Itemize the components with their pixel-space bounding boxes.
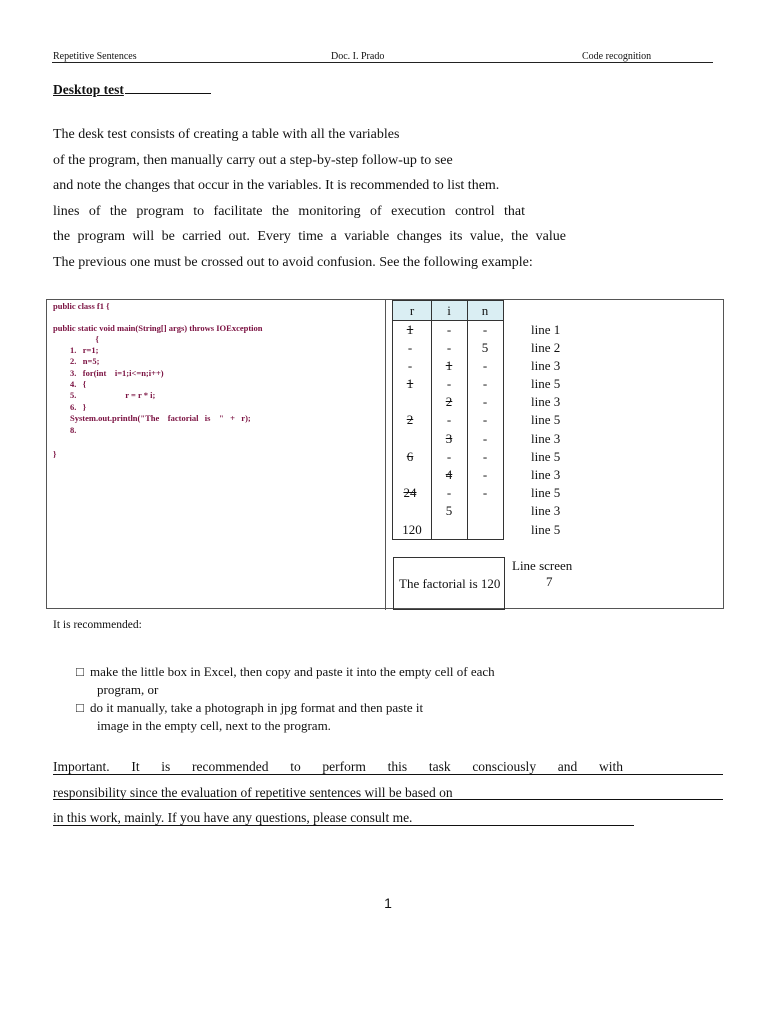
trace-col-divider-1 — [431, 300, 432, 540]
intro-line-5: the program will be carried out. Every time a variable changes its value, the value — [53, 229, 566, 244]
code-line: 2. n=5; — [53, 356, 100, 366]
header-rule — [52, 62, 713, 63]
trace-line-label: line 5 — [531, 522, 561, 537]
trace-cell-n: - — [482, 467, 488, 482]
code-line: System.out.println("The factorial is " + r); — [53, 413, 251, 423]
trace-cell-r: - — [407, 340, 413, 355]
trace-cell-r: 2 — [406, 412, 414, 427]
code-line: 5. r = r * i; — [53, 390, 156, 400]
header-center: Doc. I. Prado — [331, 51, 385, 62]
trace-cell-i: - — [446, 449, 452, 464]
trace-cell-i: - — [446, 376, 452, 391]
trace-cell-i: 3 — [445, 431, 453, 446]
trace-cell-n: - — [482, 431, 488, 446]
trace-cell-r: - — [407, 358, 413, 373]
important-underline-1 — [53, 774, 723, 775]
line-screen-number: 7 — [546, 574, 553, 589]
recommended-label: It is recommended: — [53, 619, 142, 631]
trace-line-label: line 5 — [531, 412, 561, 427]
trace-cell-i: - — [446, 340, 452, 355]
trace-line-label: line 3 — [531, 394, 561, 409]
trace-line-label: line 5 — [531, 485, 561, 500]
page-title: Desktop test — [53, 82, 211, 98]
code-line: 6. } — [53, 402, 87, 412]
trace-cell-r: 1 — [406, 322, 414, 337]
trace-line-label: line 3 — [531, 503, 561, 518]
trace-cell-r: 1 — [406, 376, 414, 391]
page-number: 1 — [384, 895, 392, 911]
trace-header-i: i — [447, 303, 451, 318]
trace-cell-r: 24 — [403, 485, 417, 500]
header-left: Repetitive Sentences — [53, 51, 137, 62]
important-line-2: responsibility since the evaluation of repetitive sentences will be based on — [53, 785, 453, 800]
trace-header-r: r — [409, 303, 415, 318]
important-underline-2 — [53, 799, 723, 800]
code-line: } — [53, 449, 57, 459]
trace-cell-n: - — [482, 485, 488, 500]
bullet-1-line-2: program, or — [97, 682, 159, 697]
trace-cell-i: 4 — [445, 467, 453, 482]
trace-cell-n: - — [482, 322, 488, 337]
bullet-2-line-2: image in the empty cell, next to the program. — [97, 718, 331, 733]
code-line: 4. { — [53, 379, 87, 389]
trace-line-label: line 2 — [531, 340, 561, 355]
trace-cell-n: - — [482, 376, 488, 391]
trace-cell-i: - — [446, 412, 452, 427]
intro-line-4: lines of the program to facilitate the monitoring of execution control that — [53, 204, 525, 219]
code-line: 1. r=1; — [53, 345, 99, 355]
header-right: Code recognition — [582, 51, 652, 62]
important-line-1: Important. It is recommended to perform this task consciously and with — [53, 759, 623, 774]
code-line: { — [53, 334, 99, 344]
trace-cell-i: 5 — [445, 503, 453, 518]
code-line: 8. — [53, 425, 77, 435]
trace-cell-r: 120 — [402, 522, 422, 537]
bullet-1-icon: □ — [76, 664, 84, 679]
trace-line-label: line 3 — [531, 431, 561, 446]
trace-cell-n: - — [482, 449, 488, 464]
trace-cell-n: - — [482, 412, 488, 427]
intro-line-3: and note the changes that occur in the variables. It is recommended to list them. — [53, 178, 500, 193]
example-divider — [385, 299, 386, 610]
code-line: public static void main(String[] args) throws IOException — [53, 323, 263, 333]
trace-line-label: line 5 — [531, 449, 561, 464]
trace-line-label: line 3 — [531, 358, 561, 373]
bullet-1-line-1: make the little box in Excel, then copy and paste it into the empty cell of each — [90, 664, 495, 679]
trace-col-divider-2 — [467, 300, 468, 540]
intro-line-2: of the program, then manually carry out a step-by-step follow-up to see — [53, 153, 453, 168]
intro-line-1: The desk test consists of creating a table with all the variables — [53, 127, 400, 142]
intro-line-6: The previous one must be crossed out to avoid confusion. See the following example: — [53, 255, 533, 270]
trace-cell-n: 5 — [481, 340, 489, 355]
trace-cell-i: 2 — [445, 394, 453, 409]
important-line-3: in this work, mainly. If you have any questions, please consult me. — [53, 810, 413, 825]
trace-cell-n: - — [482, 394, 488, 409]
bullet-2-line-1: do it manually, take a photograph in jpg format and then paste it — [90, 700, 424, 715]
code-line: 3. for(int i=1;i<=n;i++) — [53, 368, 164, 378]
trace-line-label: line 5 — [531, 376, 561, 391]
trace-cell-i: - — [446, 322, 452, 337]
trace-cell-i: 1 — [445, 358, 453, 373]
line-screen-label: Line screen — [512, 558, 573, 573]
important-underline-3 — [53, 825, 634, 826]
trace-header-n: n — [481, 303, 489, 318]
trace-cell-i: - — [446, 485, 452, 500]
bullet-2-icon: □ — [76, 700, 84, 715]
output-text: The factorial is 120 — [399, 576, 501, 591]
trace-cell-r: 6 — [406, 449, 414, 464]
trace-line-label: line 1 — [531, 322, 561, 337]
code-line: public class f1 { — [53, 301, 110, 311]
trace-cell-n: - — [482, 358, 488, 373]
trace-line-label: line 3 — [531, 467, 561, 482]
